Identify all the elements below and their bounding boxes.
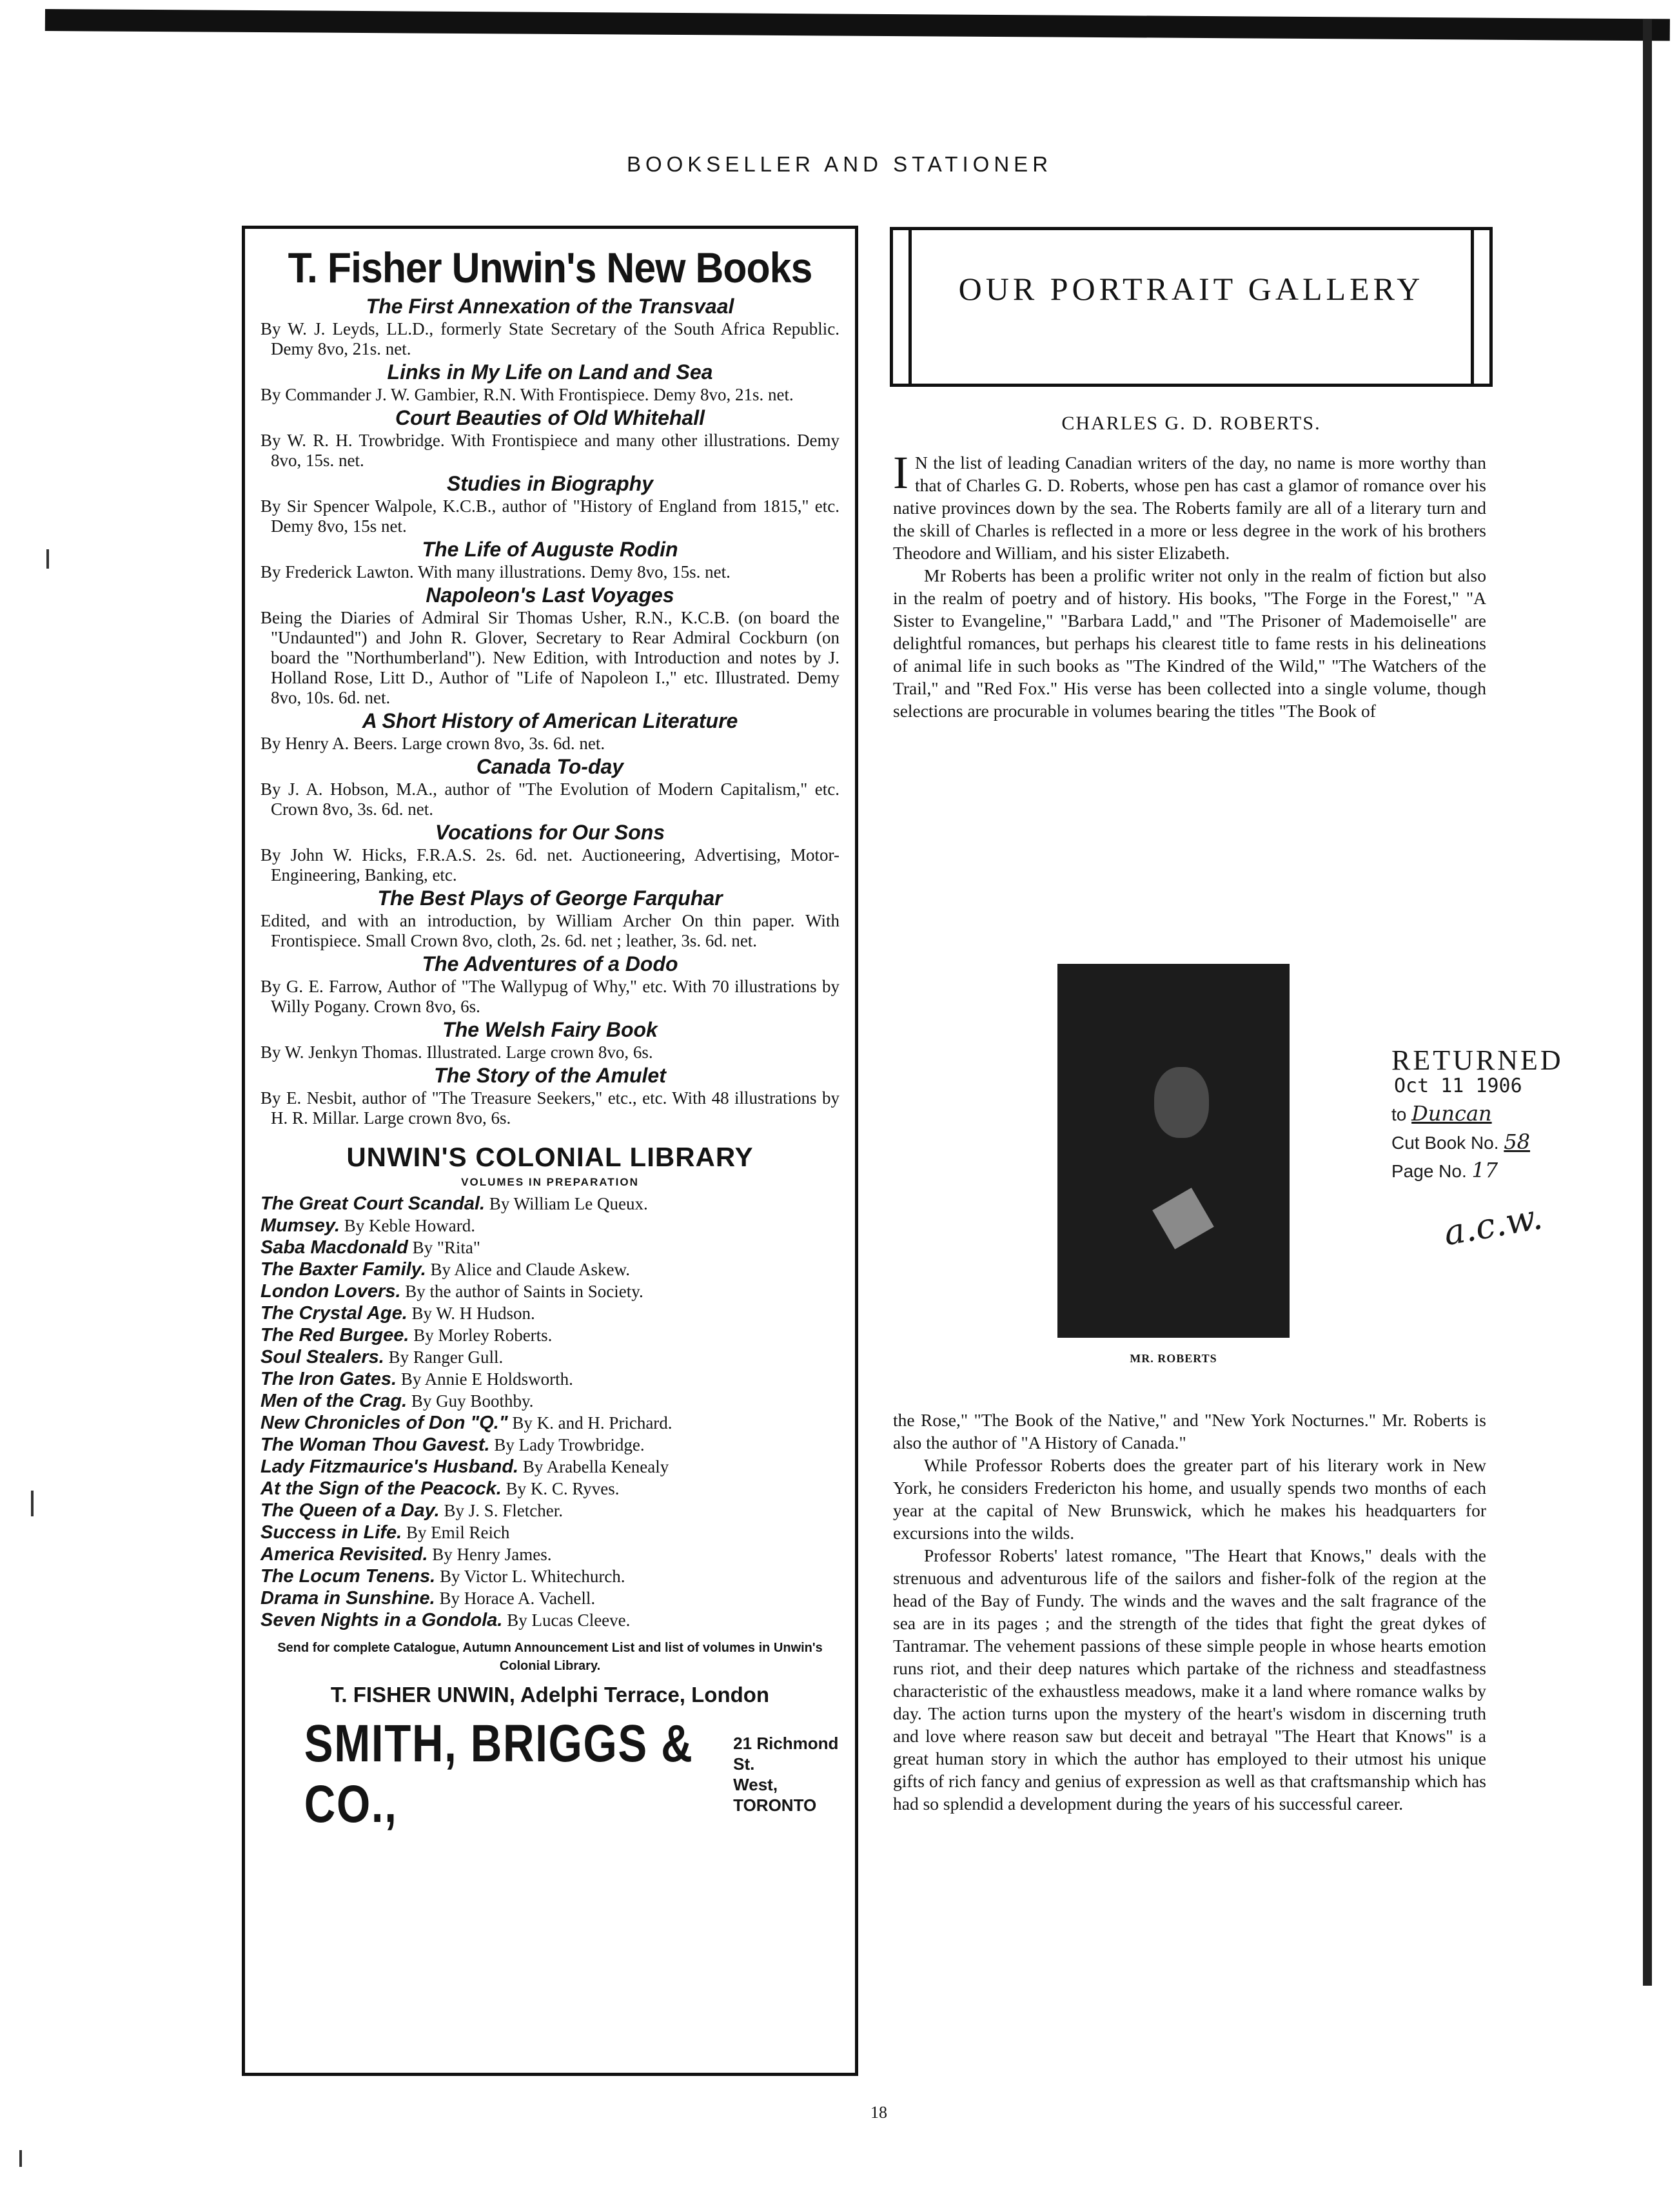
book-description: By John W. Hicks, F.R.A.S. 2s. 6d. net. Auctioneering, Advertising, Motor-Engineering, Banking, etc. [260, 845, 840, 885]
library-item-title: Seven Nights in a Gondola. [260, 1610, 503, 1630]
library-item-title: Men of the Crag. [260, 1391, 407, 1411]
book-description: By E. Nesbit, author of "The Treasure Seekers," etc., etc. With 48 illustrations by H. R. Millar. Large crown 8vo, 6s. [260, 1088, 840, 1128]
library-item [260, 1302, 840, 1324]
library-item [260, 1434, 840, 1456]
publisher-address: T. FISHER UNWIN, Adelphi Terrace, London [330, 1683, 770, 1707]
book-title: A Short History of American Literature [362, 709, 738, 732]
publisher-advertisement [242, 226, 858, 2076]
book-title: The First Annexation of the Transvaal [366, 295, 734, 318]
article-bottom [893, 1409, 1486, 1815]
stamp-page-value: 17 [1471, 1158, 1498, 1182]
agent-address [733, 1733, 840, 1816]
book-description: By Commander J. W. Gambier, R.N. With Frontispiece. Demy 8vo, 21s. net. [260, 385, 794, 404]
book-title: Napoleon's Last Voyages [426, 583, 674, 607]
margin-mark [31, 1491, 34, 1516]
stamp-cut-row [1391, 1131, 1604, 1154]
library-item-title: New Chronicles of Don "Q." [260, 1413, 508, 1433]
book-description: By J. A. Hobson, M.A., author of "The Evolution of Modern Capitalism," etc. Crown 8vo, 3s. 6d. net. [260, 779, 840, 819]
library-item-title: Soul Stealers. [260, 1347, 384, 1367]
library-item-author: By Horace A. Vachell. [439, 1589, 596, 1608]
article-paragraph: Professor Roberts' latest romance, "The Heart that Knows," deals with the strenuous and adventurous life of the sailors and fisher-folk of the region at the head of the Bay of Fundy. The winds and the waves and the salt fragrance of the sea are in its pages ; and the strength of the tides that fight the great dykes of Tantramar. The vehement passions of these simple people in whose hearts emotion runs riot, and their deep natures which partake of the richness and steadfastness characteristic of the exhaustless meadows, make it a land where romance walks by day. The action turns upon the mystery of the heart's wisdom in discerning truth and love where reason saw but deceit and betrayal "The Heart that Knows" is a great human story in which the author has employed to their utmost his unique gifts of rich fancy and genius of expression as well as that craftsmanship which has had so splendid a development during the years of his successful career. [893, 1545, 1486, 1814]
article-paragraph [893, 447, 1486, 564]
book-description: By W. J. Leyds, LL.D., formerly State Secretary of the South Africa Republic. Demy 8vo, 21s. net. [260, 319, 840, 358]
article-subject: CHARLES G. D. ROBERTS. [1061, 413, 1321, 434]
library-item-title: The Woman Thou Gavest. [260, 1434, 490, 1455]
library-item-title: Mumsey. [260, 1215, 340, 1236]
stamp-date: Oct 11 1906 [1394, 1075, 1522, 1097]
book-description: By W. R. H. Trowbridge. With Frontispiece and many other illustrations. Demy 8vo, 15s. net. [260, 431, 840, 470]
ad-title: T. Fisher Unwin's New Books [288, 244, 812, 291]
book-description: Being the Diaries of Admiral Sir Thomas Usher, R.N., K.C.B. (on board the "Undaunted") and John R. Glover, Secretary to Rear Admiral Cockburn (on board the "Northumberland"). New Edition, with Introduction and notes by J. Holland Rose, Litt D., Author of "Life of Napoleon I.," etc. Illustrated. Demy 8vo, 10s. 6d. net. [260, 608, 840, 707]
library-item-title: Lady Fitzmaurice's Husband. [260, 1456, 519, 1477]
library-item-title: Saba Macdonald [260, 1237, 408, 1258]
library-item-author: By Lucas Cleeve. [507, 1610, 631, 1630]
library-item-author: By Alice and Claude Askew. [430, 1260, 630, 1279]
library-item-author: By the author of Saints in Society. [405, 1282, 643, 1301]
stamp-cut-value: 58 [1504, 1130, 1531, 1154]
catalogue-note: Send for complete Catalogue, Autumn Announcement List and list of volumes in Unwin's Colonial Library. [277, 1641, 823, 1673]
returned-stamp [1391, 1044, 1604, 1254]
stamp-page-label: Page No. [1391, 1161, 1467, 1181]
margin-mark [19, 2150, 22, 2167]
agent-address-line: 21 Richmond St. [733, 1734, 839, 1774]
library-item [260, 1500, 840, 1522]
library-item [260, 1478, 840, 1500]
library-item [260, 1543, 840, 1565]
article-paragraph-text: N the list of leading Canadian writers of the day, no name is more worthy than that of Charles G. D. Roberts, whose pen has cast a glamor of romance over his native provinces down by the sea. The Roberts family are all of a literary turn and the skill of Charles is reflected in a more or less degree in the work of his brothers Theodore and William, and his sister Elizabeth. [893, 453, 1486, 563]
book-title: The Story of the Amulet [434, 1064, 666, 1087]
book-list [260, 293, 840, 1128]
library-item [260, 1609, 840, 1631]
library-item-title: Drama in Sunshine. [260, 1588, 435, 1609]
library-item-title: The Crystal Age. [260, 1303, 407, 1324]
library-item [260, 1390, 840, 1412]
agent-block [260, 1714, 840, 1835]
stamp-initials: a.c.w. [1440, 1196, 1546, 1254]
drop-cap: I [893, 447, 908, 498]
photo-figure-head [1154, 1067, 1209, 1138]
library-item [260, 1258, 840, 1280]
stamp-to-label: to [1391, 1104, 1407, 1124]
photo-caption: MR. ROBERTS [1130, 1352, 1217, 1365]
library-item [260, 1565, 840, 1587]
library-item-author: By Guy Boothby. [411, 1391, 534, 1411]
stamp-page-row [1391, 1159, 1604, 1182]
library-item-author: By Henry James. [432, 1545, 552, 1564]
article-paragraph: Mr Roberts has been a prolific writer not only in the realm of fiction but also in the realm of poetry and of history. His books, "The Forge in the Forest," "A Sister to Evangeline," "Barbara Ladd," and "The Prisoner of Mademoiselle" are delightful romances, but perhaps his clearest title to fame rests in his delineations of animal life in such books as "The Kindred of the Wild," "The Watchers of the Trail," and "Red Fox." His verse has been collected into a single volume, though selections are procurable in volumes bearing the titles "The Book of [893, 565, 1486, 721]
library-item-title: Success in Life. [260, 1522, 402, 1543]
library-item-author: By Emil Reich [406, 1523, 510, 1542]
stamp-to-row [1391, 1102, 1604, 1126]
book-description: By G. E. Farrow, Author of "The Wallypug of Why," etc. With 70 illustrations by Willy Pogany. Crown 8vo, 6s. [260, 977, 840, 1016]
library-item-author: By Lady Trowbridge. [494, 1435, 645, 1454]
library-item-title: The Iron Gates. [260, 1369, 397, 1389]
library-item-title: The Baxter Family. [260, 1259, 426, 1280]
book-title: Links in My Life on Land and Sea [387, 360, 713, 384]
book-title: The Best Plays of George Farquhar [377, 886, 723, 910]
library-item-author: By Morley Roberts. [413, 1326, 553, 1345]
library-item [260, 1193, 840, 1215]
photo-figure-collar [1152, 1188, 1214, 1249]
book-title: Studies in Biography [446, 472, 654, 495]
library-item-author: By "Rita" [412, 1238, 480, 1257]
book-title: Canada To-day [476, 755, 624, 778]
library-item-author: By Keble Howard. [344, 1216, 475, 1235]
book-title: Court Beauties of Old Whitehall [395, 406, 705, 429]
library-item-author: By Annie E Holdsworth. [400, 1369, 573, 1389]
library-item [260, 1522, 840, 1543]
library-item [260, 1412, 840, 1434]
book-title: Vocations for Our Sons [435, 821, 665, 844]
book-title: The Adventures of a Dodo [422, 952, 678, 975]
library-item-author: By K. C. Ryves. [506, 1479, 620, 1498]
library-title: UNWIN'S COLONIAL LIBRARY [346, 1142, 754, 1172]
library-item-author: By William Le Queux. [489, 1194, 648, 1213]
portrait-gallery-box [890, 227, 1493, 387]
library-item-title: The Locum Tenens. [260, 1566, 436, 1587]
agent-address-line: West, TORONTO [733, 1775, 817, 1815]
stamp-returned: RETURNED [1391, 1044, 1564, 1076]
library-item [260, 1237, 840, 1258]
library-item-author: By Victor L. Whitechurch. [440, 1567, 625, 1586]
library-item [260, 1280, 840, 1302]
library-item-title: America Revisited. [260, 1544, 428, 1565]
library-list [260, 1193, 840, 1631]
stamp-cut-label: Cut Book No. [1391, 1133, 1499, 1153]
book-description: By Frederick Lawton. With many illustrations. Demy 8vo, 15s. net. [260, 562, 731, 582]
library-item [260, 1324, 840, 1346]
library-subtitle: VOLUMES IN PREPARATION [461, 1176, 639, 1188]
book-title: The Life of Auguste Rodin [422, 538, 678, 561]
library-item [260, 1215, 840, 1237]
library-item-author: By J. S. Fletcher. [444, 1501, 563, 1520]
book-description: Edited, and with an introduction, by William Archer On thin paper. With Frontispiece. Small Crown 8vo, cloth, 2s. 6d. net ; leather, 3s. 6d. net. [260, 911, 840, 950]
library-item [260, 1456, 840, 1478]
library-item-title: The Red Burgee. [260, 1325, 409, 1346]
library-item [260, 1368, 840, 1390]
right-border-bar [1643, 19, 1652, 1986]
portrait-photo [1057, 964, 1290, 1338]
article-paragraph: While Professor Roberts does the greater part of his literary work in New York, he considers Fredericton his home, and usually spends two months of each year at the capital of New Brunswick, which he makes his headquarters for excursions into the wilds. [893, 1455, 1486, 1543]
library-item-title: At the Sign of the Peacock. [260, 1478, 502, 1499]
library-item-author: By Arabella Kenealy [522, 1457, 669, 1476]
article-paragraph: the Rose," "The Book of the Native," and "New York Nocturnes." Mr. Roberts is also the author of "A History of Canada." [893, 1410, 1486, 1453]
library-item-title: The Queen of a Day. [260, 1500, 440, 1521]
portrait-gallery-title: OUR PORTRAIT GALLERY [958, 271, 1424, 307]
library-item-author: By W. H Hudson. [411, 1304, 535, 1323]
library-item-author: By Ranger Gull. [388, 1347, 504, 1367]
library-item [260, 1346, 840, 1368]
article-top [893, 447, 1486, 722]
library-item [260, 1587, 840, 1609]
library-item-title: London Lovers. [260, 1281, 401, 1302]
book-description: By Sir Spencer Walpole, K.C.B., author of "History of England from 1815," etc. Demy 8vo, 15s net. [260, 496, 840, 536]
book-description: By W. Jenkyn Thomas. Illustrated. Large crown 8vo, 6s. [260, 1042, 653, 1062]
top-border-bar [45, 9, 1670, 41]
page-header: BOOKSELLER AND STATIONER [626, 152, 1053, 176]
library-item-title: The Great Court Scandal. [260, 1193, 486, 1214]
book-description: By Henry A. Beers. Large crown 8vo, 3s. 6d. net. [260, 734, 605, 753]
page-number: 18 [870, 2103, 887, 2122]
book-title: The Welsh Fairy Book [442, 1018, 658, 1041]
stamp-to-value: Duncan [1411, 1101, 1492, 1126]
margin-mark [46, 549, 49, 569]
library-item-author: By K. and H. Prichard. [512, 1413, 673, 1433]
agent-name: SMITH, BRIGGS & CO., [304, 1714, 694, 1834]
